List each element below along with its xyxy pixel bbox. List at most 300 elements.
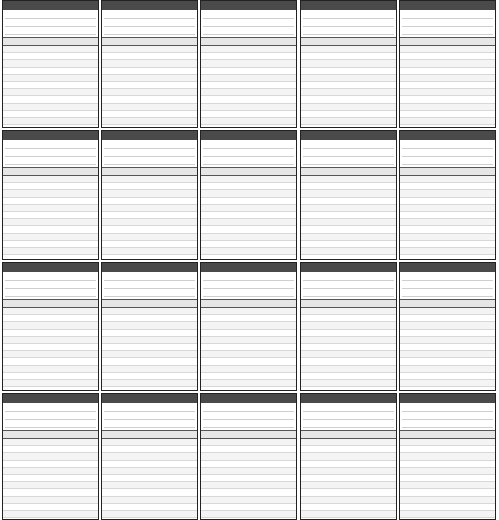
table-row xyxy=(400,475,495,482)
meta-row xyxy=(203,19,294,27)
panel-title xyxy=(102,263,197,272)
table-row xyxy=(301,446,396,453)
table-row xyxy=(400,387,495,391)
table-row xyxy=(102,475,197,482)
report-panel xyxy=(101,130,198,260)
panel-meta xyxy=(102,10,197,35)
meta-row xyxy=(203,420,294,428)
meta-row xyxy=(303,27,394,35)
table-row xyxy=(400,504,495,511)
meta-row xyxy=(303,11,394,19)
table-row xyxy=(3,489,98,496)
table-row xyxy=(102,198,197,205)
table-row xyxy=(201,387,296,391)
table-row xyxy=(301,183,396,190)
table-row xyxy=(3,461,98,468)
table-body xyxy=(102,439,197,520)
table-row xyxy=(102,183,197,190)
meta-row xyxy=(402,19,493,27)
table-row xyxy=(3,82,98,89)
report-panel xyxy=(399,262,496,391)
table-row xyxy=(301,489,396,496)
meta-row xyxy=(203,289,294,297)
report-panel xyxy=(2,393,99,520)
table-header xyxy=(201,37,296,46)
panel-title xyxy=(3,263,98,272)
table-row xyxy=(201,439,296,446)
table-row xyxy=(400,176,495,183)
table-row xyxy=(201,226,296,233)
table-header xyxy=(301,167,396,176)
table-header xyxy=(301,299,396,308)
table-row xyxy=(201,68,296,75)
table-row xyxy=(301,322,396,329)
meta-row xyxy=(104,289,195,297)
meta-row xyxy=(303,141,394,149)
report-panel xyxy=(300,130,397,260)
table-row xyxy=(3,190,98,197)
table-row xyxy=(301,226,396,233)
meta-row xyxy=(5,273,96,281)
meta-row xyxy=(5,27,96,35)
table-row xyxy=(201,446,296,453)
table-row xyxy=(201,125,296,128)
table-row xyxy=(3,96,98,103)
report-panel xyxy=(300,393,397,520)
table-row xyxy=(400,315,495,322)
table-row xyxy=(400,46,495,53)
report-panel xyxy=(200,393,297,520)
table-row xyxy=(301,380,396,387)
table-row xyxy=(301,461,396,468)
table-row xyxy=(400,330,495,337)
panel-title xyxy=(301,263,396,272)
table-body xyxy=(301,439,396,520)
table-row xyxy=(201,118,296,125)
panel-title xyxy=(3,394,98,403)
table-row xyxy=(3,89,98,96)
panel-title xyxy=(400,394,495,403)
table-row xyxy=(102,255,197,260)
table-row xyxy=(301,118,396,125)
meta-row xyxy=(104,273,195,281)
table-row xyxy=(201,366,296,373)
table-row xyxy=(201,308,296,315)
meta-row xyxy=(402,289,493,297)
table-row xyxy=(102,446,197,453)
panel-meta xyxy=(400,10,495,35)
table-row xyxy=(102,219,197,226)
report-panel xyxy=(399,130,496,260)
panel-title xyxy=(301,1,396,10)
table-row xyxy=(201,219,296,226)
table-row xyxy=(3,248,98,255)
table-row xyxy=(400,439,495,446)
table-row xyxy=(301,315,396,322)
report-panel xyxy=(200,262,297,391)
table-row xyxy=(201,511,296,518)
table-row xyxy=(3,453,98,460)
report-panel xyxy=(300,262,397,391)
table-row xyxy=(3,351,98,358)
table-row xyxy=(201,330,296,337)
table-row xyxy=(3,219,98,226)
panel-title xyxy=(301,394,396,403)
meta-row xyxy=(203,273,294,281)
report-panel xyxy=(2,262,99,391)
meta-row xyxy=(5,412,96,420)
report-panel xyxy=(2,130,99,260)
table-row xyxy=(3,380,98,387)
table-body xyxy=(301,46,396,128)
table-header xyxy=(102,37,197,46)
table-row xyxy=(301,125,396,128)
table-row xyxy=(201,489,296,496)
panel-meta xyxy=(301,140,396,165)
meta-row xyxy=(402,141,493,149)
table-row xyxy=(201,351,296,358)
table-body xyxy=(3,439,98,520)
panel-title xyxy=(3,131,98,140)
panel-title xyxy=(3,1,98,10)
table-row xyxy=(3,468,98,475)
table-row xyxy=(201,322,296,329)
table-row xyxy=(3,212,98,219)
table-row xyxy=(201,190,296,197)
table-row xyxy=(201,111,296,118)
table-row xyxy=(102,439,197,446)
table-row xyxy=(102,96,197,103)
table-row xyxy=(3,205,98,212)
panel-title xyxy=(400,263,495,272)
panel-title xyxy=(400,131,495,140)
table-row xyxy=(301,358,396,365)
table-row xyxy=(102,53,197,60)
table-row xyxy=(400,468,495,475)
table-row xyxy=(301,176,396,183)
table-row xyxy=(102,482,197,489)
meta-row xyxy=(203,11,294,19)
table-row xyxy=(102,176,197,183)
table-row xyxy=(400,89,495,96)
panel-meta xyxy=(3,272,98,297)
table-row xyxy=(301,439,396,446)
meta-row xyxy=(303,289,394,297)
table-row xyxy=(3,330,98,337)
table-row xyxy=(400,380,495,387)
table-row xyxy=(400,248,495,255)
table-body xyxy=(102,308,197,391)
meta-row xyxy=(203,404,294,412)
table-body xyxy=(3,46,98,128)
table-row xyxy=(301,344,396,351)
meta-row xyxy=(5,141,96,149)
table-row xyxy=(3,53,98,60)
table-row xyxy=(3,60,98,67)
panel-title xyxy=(201,394,296,403)
table-row xyxy=(201,75,296,82)
table-body xyxy=(3,308,98,391)
table-row xyxy=(201,46,296,53)
meta-row xyxy=(303,149,394,157)
table-row xyxy=(102,315,197,322)
panel-meta xyxy=(301,10,396,35)
panel-meta xyxy=(3,10,98,35)
table-row xyxy=(102,322,197,329)
table-row xyxy=(400,366,495,373)
meta-row xyxy=(203,281,294,289)
table-row xyxy=(102,111,197,118)
panel-title xyxy=(102,1,197,10)
table-row xyxy=(301,190,396,197)
table-body xyxy=(201,308,296,391)
report-panel xyxy=(200,130,297,260)
report-panel xyxy=(101,0,198,128)
table-row xyxy=(400,96,495,103)
table-row xyxy=(102,461,197,468)
meta-row xyxy=(402,149,493,157)
meta-row xyxy=(5,281,96,289)
table-body xyxy=(301,176,396,260)
table-row xyxy=(3,373,98,380)
meta-row xyxy=(104,149,195,157)
table-header xyxy=(3,430,98,439)
table-header xyxy=(400,430,495,439)
meta-row xyxy=(5,289,96,297)
table-row xyxy=(102,75,197,82)
panel-meta xyxy=(201,140,296,165)
table-body xyxy=(400,308,495,391)
meta-row xyxy=(104,404,195,412)
table-row xyxy=(400,53,495,60)
meta-row xyxy=(402,404,493,412)
table-row xyxy=(102,205,197,212)
table-row xyxy=(201,198,296,205)
meta-row xyxy=(303,412,394,420)
table-row xyxy=(400,205,495,212)
table-row xyxy=(102,82,197,89)
meta-row xyxy=(303,404,394,412)
report-panel xyxy=(2,0,99,128)
table-row xyxy=(301,234,396,241)
meta-row xyxy=(203,412,294,420)
table-header xyxy=(3,37,98,46)
table-row xyxy=(201,482,296,489)
table-row xyxy=(201,453,296,460)
table-row xyxy=(301,205,396,212)
table-row xyxy=(301,241,396,248)
table-row xyxy=(301,373,396,380)
table-header xyxy=(102,430,197,439)
table-row xyxy=(3,118,98,125)
table-row xyxy=(201,89,296,96)
table-row xyxy=(102,387,197,391)
panel-meta xyxy=(301,403,396,428)
table-row xyxy=(102,373,197,380)
table-row xyxy=(400,183,495,190)
panel-meta xyxy=(400,272,495,297)
meta-row xyxy=(104,141,195,149)
table-row xyxy=(102,226,197,233)
meta-row xyxy=(5,19,96,27)
report-panel xyxy=(200,0,297,128)
table-row xyxy=(400,68,495,75)
table-row xyxy=(3,234,98,241)
table-row xyxy=(201,212,296,219)
table-row xyxy=(3,68,98,75)
meta-row xyxy=(303,273,394,281)
table-row xyxy=(3,322,98,329)
table-row xyxy=(301,475,396,482)
meta-row xyxy=(303,19,394,27)
table-body xyxy=(102,176,197,260)
table-row xyxy=(102,125,197,128)
table-row xyxy=(301,68,396,75)
table-body xyxy=(201,46,296,128)
table-header xyxy=(3,299,98,308)
table-row xyxy=(301,453,396,460)
table-row xyxy=(301,82,396,89)
table-body xyxy=(301,308,396,391)
table-header xyxy=(400,37,495,46)
table-row xyxy=(201,358,296,365)
panel-meta xyxy=(102,272,197,297)
table-body xyxy=(102,46,197,128)
table-row xyxy=(102,351,197,358)
table-row xyxy=(201,315,296,322)
table-row xyxy=(102,366,197,373)
table-row xyxy=(102,337,197,344)
table-row xyxy=(201,255,296,260)
table-row xyxy=(400,482,495,489)
table-row xyxy=(400,351,495,358)
table-row xyxy=(301,497,396,504)
panel-meta xyxy=(102,140,197,165)
table-row xyxy=(201,380,296,387)
table-row xyxy=(201,504,296,511)
report-panel xyxy=(101,393,198,520)
table-row xyxy=(3,111,98,118)
table-header xyxy=(201,299,296,308)
meta-row xyxy=(203,149,294,157)
report-panel xyxy=(399,0,496,128)
table-row xyxy=(3,315,98,322)
meta-row xyxy=(104,27,195,35)
table-row xyxy=(102,190,197,197)
table-row xyxy=(301,482,396,489)
report-panel xyxy=(399,393,496,520)
table-row xyxy=(400,453,495,460)
table-row xyxy=(400,104,495,111)
table-row xyxy=(102,358,197,365)
table-row xyxy=(301,337,396,344)
table-row xyxy=(400,75,495,82)
table-row xyxy=(102,453,197,460)
table-row xyxy=(102,504,197,511)
meta-row xyxy=(402,412,493,420)
meta-row xyxy=(303,281,394,289)
panel-meta xyxy=(201,10,296,35)
meta-row xyxy=(5,404,96,412)
table-row xyxy=(102,511,197,518)
meta-row xyxy=(104,281,195,289)
table-row xyxy=(201,248,296,255)
table-row xyxy=(301,96,396,103)
meta-row xyxy=(402,157,493,165)
table-row xyxy=(3,344,98,351)
meta-row xyxy=(5,157,96,165)
panel-meta xyxy=(201,403,296,428)
table-body xyxy=(201,176,296,260)
panel-title xyxy=(201,131,296,140)
table-row xyxy=(201,337,296,344)
table-row xyxy=(400,82,495,89)
table-row xyxy=(3,504,98,511)
table-row xyxy=(301,89,396,96)
table-row xyxy=(301,53,396,60)
meta-row xyxy=(402,281,493,289)
meta-row xyxy=(5,11,96,19)
table-row xyxy=(102,330,197,337)
table-row xyxy=(102,241,197,248)
table-row xyxy=(3,308,98,315)
table-row xyxy=(400,322,495,329)
table-row xyxy=(201,475,296,482)
table-row xyxy=(400,60,495,67)
table-row xyxy=(301,351,396,358)
table-row xyxy=(400,226,495,233)
table-row xyxy=(301,255,396,260)
table-row xyxy=(102,248,197,255)
table-row xyxy=(201,176,296,183)
table-row xyxy=(400,489,495,496)
table-header xyxy=(201,167,296,176)
table-header xyxy=(3,167,98,176)
table-row xyxy=(102,89,197,96)
meta-row xyxy=(203,157,294,165)
table-body xyxy=(3,176,98,260)
table-row xyxy=(201,497,296,504)
meta-row xyxy=(402,27,493,35)
panel-meta xyxy=(3,403,98,428)
table-header xyxy=(201,430,296,439)
table-row xyxy=(3,104,98,111)
table-row xyxy=(301,366,396,373)
report-panel xyxy=(101,262,198,391)
table-row xyxy=(301,46,396,53)
table-row xyxy=(201,183,296,190)
table-row xyxy=(3,241,98,248)
meta-row xyxy=(104,157,195,165)
table-header xyxy=(400,167,495,176)
table-row xyxy=(201,344,296,351)
panel-title xyxy=(301,131,396,140)
table-body xyxy=(400,176,495,260)
table-row xyxy=(400,373,495,380)
table-row xyxy=(3,358,98,365)
table-row xyxy=(102,489,197,496)
table-row xyxy=(301,198,396,205)
table-row xyxy=(3,337,98,344)
table-row xyxy=(201,82,296,89)
table-row xyxy=(201,53,296,60)
table-row xyxy=(201,234,296,241)
table-row xyxy=(102,344,197,351)
table-body xyxy=(201,439,296,520)
table-row xyxy=(102,60,197,67)
panel-meta xyxy=(400,403,495,428)
table-row xyxy=(3,255,98,260)
